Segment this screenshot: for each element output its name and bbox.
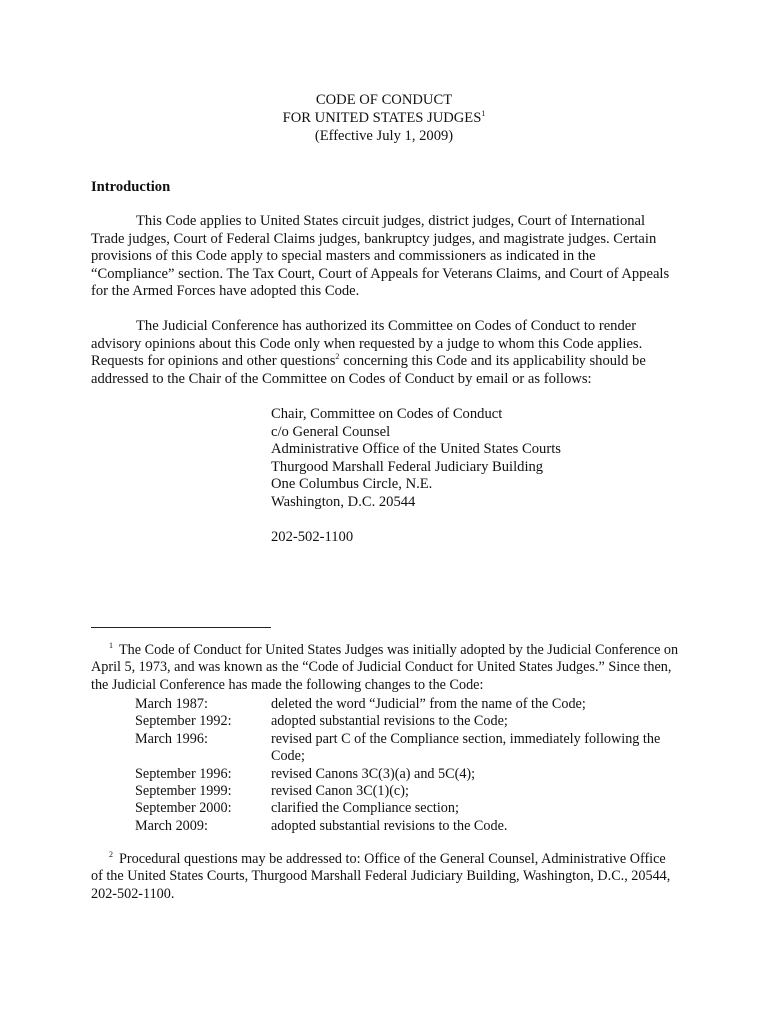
document-title: [0, 91, 768, 145]
intro-paragraph-2: [91, 318, 681, 388]
footnote-1-marker: 1: [109, 641, 113, 651]
revision-change: revised Canons 3C(3)(a) and 5C(4);: [271, 765, 476, 782]
revision-change: clarified the Compliance section;: [271, 800, 459, 817]
address-line-5: One Columbus Circle, N.E.: [271, 476, 433, 493]
title-line-1: CODE OF CONDUCT: [315, 92, 453, 108]
intro-paragraph-2-text-a: The Judicial Conference has authorized its Committee on Codes of Conduct to render advisory opinions about this Code only when requested by a judge to whom this Code applies. Requests for opinions and other questions: [91, 318, 643, 370]
address-line-3: Administrative Office of the United States Courts: [271, 441, 561, 458]
footnote-2: [91, 851, 681, 903]
revision-date: March 1987:: [135, 696, 208, 712]
revision-date: September 1999:: [135, 783, 232, 800]
address-line-1: Chair, Committee on Codes of Conduct: [271, 406, 503, 422]
revision-change: adopted substantial revisions to the Code;: [271, 713, 508, 730]
revision-date: September 2000:: [135, 800, 232, 817]
section-heading-introduction: Introduction: [91, 179, 171, 195]
revision-row: [135, 800, 681, 817]
revision-date: September 1992:: [135, 713, 232, 730]
address-line-2: c/o General Counsel: [271, 423, 391, 440]
revision-row: [135, 713, 681, 730]
footnote-2-marker: 2: [109, 850, 113, 860]
revision-date: March 2009:: [135, 817, 208, 834]
footnote-ref-2[interactable]: 2: [335, 352, 340, 362]
mailing-address: [271, 406, 561, 512]
footnote-ref-1[interactable]: 1: [481, 109, 486, 119]
revision-row: [135, 783, 681, 800]
footnote-1-text: The Code of Conduct for United States Judges was initially adopted by the Judicial Conference on April 5, 1973, and was known as the “Code of Judicial Conduct for United States Judges.” Since then, the Judicial Conference has made the following changes to the Code:: [91, 642, 679, 693]
revision-change: deleted the word “Judicial” from the name of the Code;: [271, 696, 586, 712]
footnote-2-text: Procedural questions may be addressed to: Office of the General Counsel, Administrative Office of the United States Courts, Thurgood Marshall Federal Judiciary Building, Washington, D.C., 20544, 202-502-1100.: [91, 851, 671, 902]
title-line-3: (Effective July 1, 2009): [314, 128, 454, 144]
title-line-2-text: FOR UNITED STATES JUDGES: [282, 110, 482, 126]
address-line-4: Thurgood Marshall Federal Judiciary Building: [271, 458, 544, 475]
revision-history-list: [135, 696, 681, 835]
revision-row: [135, 731, 681, 766]
intro-paragraph-1: This Code applies to United States circuit judges, district judges, Court of International Trade judges, Court of Federal Claims judges, bankruptcy judges, and magistrate judges. Certain provisions of this Code apply to special masters and commissioners as indicated in the “Compliance” section. The Tax Court, Court of Appeals for Veterans Claims, and Court of Appeals for the Armed Forces have adopted this Code.: [91, 213, 670, 300]
revision-row: [135, 766, 681, 783]
revision-date: March 1996:: [135, 730, 208, 747]
revision-change: adopted substantial revisions to the Code.: [271, 817, 508, 834]
footnote-1: [91, 642, 681, 694]
title-line-2: [0, 109, 768, 127]
footnote-separator: [91, 627, 271, 628]
phone-number: 202-502-1100: [271, 529, 354, 545]
intro-paragraph-2-text-b: concerning this Code and its applicability should be addressed to the Chair of the Committee on Codes of Conduct by email or as follows:: [91, 353, 646, 387]
revision-date: September 1996:: [135, 765, 232, 782]
revision-row: [135, 818, 681, 835]
address-line-6: Washington, D.C. 20544: [271, 493, 416, 510]
revision-change: revised part C of the Compliance section, immediately following the Code;: [271, 730, 661, 765]
revision-row: [135, 696, 681, 713]
revision-change: revised Canon 3C(1)(c);: [271, 783, 409, 800]
